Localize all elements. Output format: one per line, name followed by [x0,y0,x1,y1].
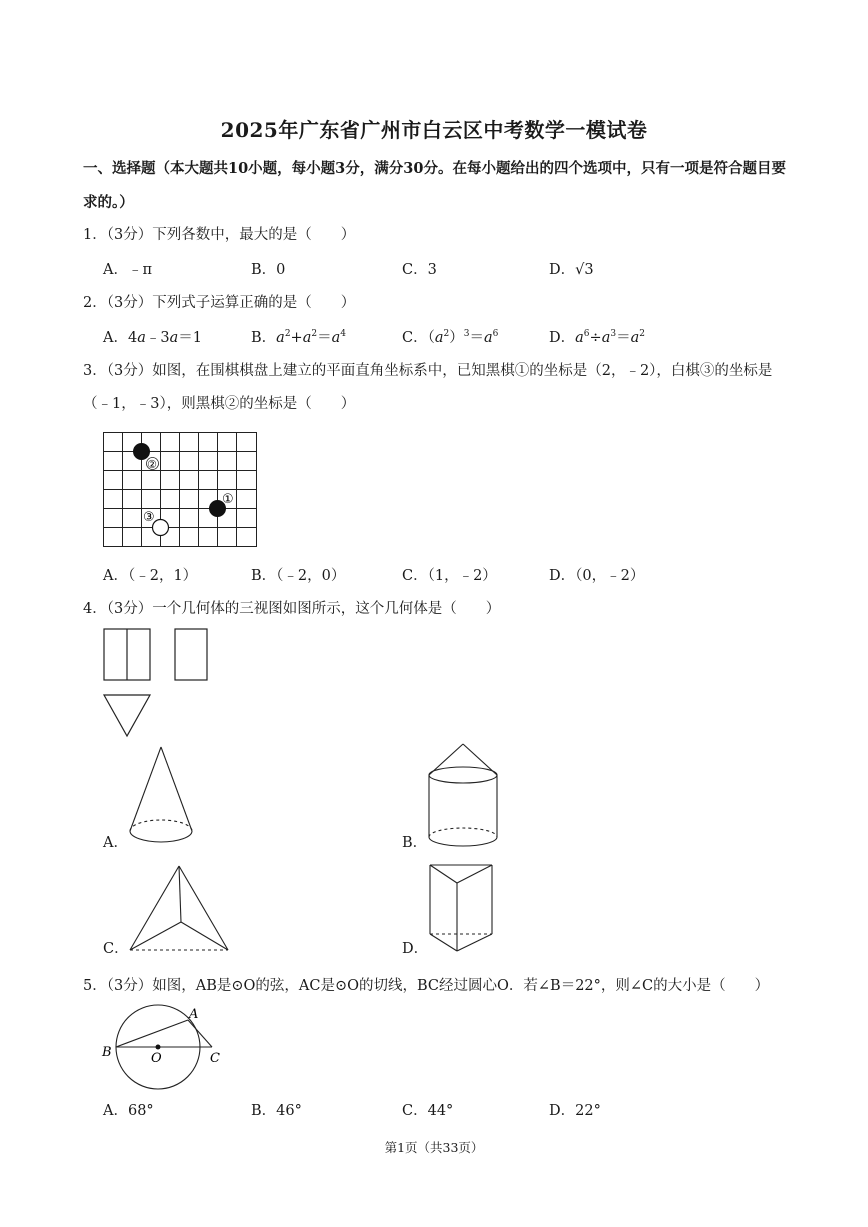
option-text: √3 [575,262,594,278]
question-5-text: 如图，AB是⊙O的弦，AC是⊙O的切线，BC经过圆心O．若∠B＝22°，则∠C的大小是（ ） [152,978,770,994]
option-label: D． [549,262,576,278]
page-title: 2025年广东省广州市白云区中考数学一模试卷 [220,118,648,142]
option-text: （﹣2，0） [276,568,346,584]
question-2-number: 2． [83,295,107,311]
q4-option-d-prism[interactable] [427,862,495,954]
q2-option-b[interactable] [251,328,346,348]
q3-option-b[interactable] [251,566,345,586]
option-label: B． [251,568,277,584]
question-5-number: 5． [83,978,107,994]
q2-option-d[interactable] [549,328,645,348]
question-4-score: （3分） [106,601,153,617]
q2-option-a[interactable] [103,328,202,348]
q2-option-c[interactable] [402,328,498,348]
q1-option-c[interactable] [402,260,437,280]
q5-option-d[interactable] [549,1101,601,1121]
section-heading: 一、选择题（本大题共10小题，每小题3分，满分30分。在每小题给出的四个选项中，只有一项是符合题目要求的。） [83,160,786,211]
stone-label-3: ③ [143,510,155,525]
option-text: （0，﹣2） [575,568,645,584]
point-label-c: C [210,1051,220,1066]
option-label: A． [103,262,128,278]
page-footer: 第1页（共33页） [384,1140,484,1155]
go-board-figure [103,432,259,550]
question-2-score: （3分） [106,295,153,311]
question-3-text: 如图，在围棋棋盘上建立的平面直角坐标系中，已知黑棋①的坐标是（2，﹣2），白棋③的坐标是（﹣1，﹣3），则黑棋②的坐标是（ ） [83,363,773,412]
q3-option-c[interactable] [402,566,497,586]
option-text: 68° [127,1103,154,1119]
q5-option-c[interactable] [402,1101,453,1121]
question-5-stem [83,976,769,996]
stone-label-1: ① [222,492,234,507]
option-label: A． [103,1103,128,1119]
three-views-figure [103,628,213,740]
option-text: （1，﹣2） [427,568,497,584]
q4-option-c-label[interactable]: C． [103,941,129,957]
q1-option-a[interactable] [103,260,152,280]
point-label-b: B [102,1045,112,1060]
q4-option-a-label[interactable]: A． [103,835,128,851]
option-label: B． [251,1103,277,1119]
option-text: 44° [427,1103,454,1119]
option-label: D． [549,330,576,346]
option-label: C． [402,330,428,346]
q3-option-d[interactable] [549,566,644,586]
option-text: 46° [276,1103,302,1119]
option-math: $a^2+a^2=a^4$ [276,329,346,346]
question-1-score: （3分） [106,227,153,243]
option-math: 4a﹣3a＝1 [127,330,202,346]
option-text: 3 [427,262,437,278]
q1-option-b[interactable] [251,260,285,280]
option-label: B． [251,330,277,346]
stone-label-2: ② [147,458,157,471]
option-label: D． [549,568,576,584]
option-label: C． [402,568,428,584]
option-text: ﹣π [127,262,153,278]
option-label: A． [103,568,128,584]
chord-ab [116,1020,188,1047]
top-view [104,695,150,736]
question-3-number: 3． [83,363,107,379]
question-1-stem [83,225,355,245]
q4-option-b-cylinder-cone[interactable] [427,743,499,849]
option-label: D． [549,1103,576,1119]
point-label-o: O [151,1051,162,1066]
point-label-a: A [189,1007,199,1022]
q3-option-a[interactable] [103,566,197,586]
q1-option-d[interactable] [549,260,594,280]
option-text: （﹣2，1） [127,568,198,584]
q4-option-b-label[interactable]: B． [402,835,428,851]
option-label: B． [251,262,277,278]
q4-option-c-pyramid[interactable] [128,865,230,953]
option-math: $(a^2)^3=a^6$ [427,329,499,346]
question-3-score: （3分） [106,363,153,379]
circle-tangent-figure [100,1004,230,1094]
question-2-text: 下列式子运算正确的是（ ） [152,295,356,311]
q4-option-a-cone[interactable] [128,746,194,848]
question-4-stem [83,599,500,619]
question-2-stem [83,293,355,313]
option-text: 22° [575,1103,601,1119]
center-point [156,1045,161,1050]
q5-option-a[interactable] [103,1101,154,1121]
q4-option-d-label[interactable]: D． [402,941,429,957]
option-label: A． [103,330,128,346]
option-label: C． [402,262,428,278]
option-text: 0 [276,262,286,278]
question-3-stem [83,355,788,421]
question-4-text: 一个几何体的三视图如图所示，这个几何体是（ ） [152,601,501,617]
side-view [175,629,207,680]
option-math: $a^6\div a^3=a^2$ [575,329,645,346]
question-1-number: 1． [83,227,107,243]
question-5-score: （3分） [106,978,153,994]
q5-option-b[interactable] [251,1101,302,1121]
question-4-number: 4． [83,601,107,617]
white-stone-3 [153,520,169,536]
question-1-text: 下列各数中，最大的是（ ） [152,227,356,243]
option-label: C． [402,1103,428,1119]
